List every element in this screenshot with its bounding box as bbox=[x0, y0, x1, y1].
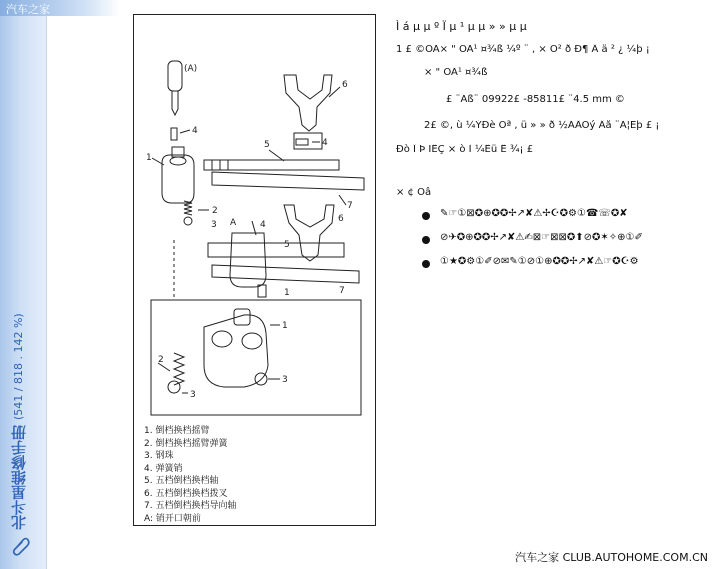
figure-legend bbox=[144, 425, 369, 525]
svg-text:4: 4 bbox=[192, 126, 198, 136]
shaft-assembled bbox=[208, 243, 344, 257]
svg-text:1: 1 bbox=[282, 321, 288, 331]
svg-text:4: 4 bbox=[322, 138, 328, 148]
svg-text:5: 5 bbox=[264, 140, 270, 150]
text-line: 2£ ©, ù ¼ÝÐè Òª , ü » » ð ½ÃÂÒý Âå ¨Ã¦Ëþ £ ¡ bbox=[424, 120, 660, 131]
shift-fork-lower bbox=[284, 205, 334, 261]
svg-text:7: 7 bbox=[347, 201, 353, 211]
svg-text:A: A bbox=[230, 218, 237, 228]
legend-item: 3. 钢珠 bbox=[144, 451, 174, 461]
page-indicator: (541 / 818 . 142 %) bbox=[12, 313, 25, 420]
svg-text:1: 1 bbox=[146, 153, 152, 163]
legend-item: A: 销开口朝前 bbox=[144, 513, 201, 524]
shift-fork-upper bbox=[284, 75, 332, 131]
text-line: Ì á µ µ º Ï µ ¹ µ µ » » µ µ bbox=[396, 20, 527, 33]
watermark: 汽车之家 CLUB.AUTOHOME.COM.CN bbox=[515, 551, 708, 564]
bullet-text: ⊘✈✪⊕✪✪✢↗✘⚠✍⊠☞⊠⊠✪⬆⊘✪✶✧⊕①✐ bbox=[440, 232, 643, 243]
bullet-dot bbox=[422, 236, 430, 244]
bullet-dot bbox=[422, 260, 430, 268]
bullet-dot bbox=[422, 212, 430, 220]
reverse-shift-rocker bbox=[162, 155, 194, 203]
manual-title: 北斗星维修手册 bbox=[10, 425, 28, 530]
legend-item: 5. 五档倒档换档轴 bbox=[144, 476, 219, 486]
bullet-text: ✎☞①⊠✪⊕✪✪✢↗✘⚠✢☪✪⚙①☎☏✪✘ bbox=[440, 208, 628, 219]
text-line: Ðò Î Þ ÏÊÇ × ò Ì ¼Êü Ê ¾¡ £ bbox=[396, 144, 534, 155]
legend-item: 4. 弹簧销 bbox=[144, 463, 183, 474]
bullet-text: ①★✪⚙①✐⊘✉✎①⊘①⊕✪✪✢↗✘⚠☞✪☪⚙ bbox=[440, 256, 639, 267]
legend-item: 2. 倒档换档摇臂弹簧 bbox=[144, 438, 228, 449]
document-sidebar bbox=[0, 0, 50, 569]
svg-text:5: 5 bbox=[284, 240, 290, 250]
svg-text:3: 3 bbox=[211, 220, 217, 230]
spring-pin-upper bbox=[171, 128, 177, 140]
guide-shaft bbox=[212, 172, 364, 190]
legend-item: 6. 五档倒档换档拨叉 bbox=[144, 488, 228, 499]
svg-text:6: 6 bbox=[342, 80, 348, 90]
svg-text:2: 2 bbox=[212, 206, 218, 216]
site-badge-label: 汽车之家 bbox=[6, 3, 50, 16]
text-line: £ ¨Aß¨ 09922£ -85811£ ¨4.5 mm © bbox=[446, 94, 625, 105]
svg-text:7: 7 bbox=[339, 286, 345, 296]
legend-item: 7. 五档倒档换档导向轴 bbox=[144, 501, 237, 511]
text-line: 1 £ ©ÓÃ× " ÓÃ¹ ¤¾ß ¼º ¨ , × Ó² ð Ð¶ Â ä ² ¿ ¼þ ¡ bbox=[396, 44, 650, 55]
svg-text:3: 3 bbox=[190, 390, 196, 400]
site-badge bbox=[0, 0, 120, 16]
rocker-detail bbox=[204, 315, 268, 387]
svg-text:2: 2 bbox=[158, 355, 164, 365]
svg-text:4: 4 bbox=[260, 220, 266, 230]
svg-text:6: 6 bbox=[338, 214, 344, 224]
svg-text:1: 1 bbox=[284, 288, 290, 298]
svg-text:3: 3 bbox=[282, 375, 288, 385]
callout-a: (A) bbox=[184, 64, 198, 74]
spring-detail bbox=[174, 353, 184, 385]
punch-tool bbox=[168, 61, 182, 91]
exploded-diagram bbox=[133, 14, 376, 526]
guide-shaft-assembled bbox=[212, 265, 359, 283]
steel-ball bbox=[184, 217, 192, 225]
fifth-reverse-shift-shaft bbox=[204, 160, 339, 170]
paperclip-icon[interactable] bbox=[10, 535, 32, 557]
legend-item: 1. 倒档换档摇臂 bbox=[144, 426, 210, 436]
text-line: × " ÓÃ¹ ¤¾ß bbox=[424, 67, 488, 78]
document-title-vertical bbox=[8, 290, 32, 530]
note-heading: × ¢ Òâ bbox=[396, 187, 432, 198]
ball-detail bbox=[168, 381, 180, 393]
